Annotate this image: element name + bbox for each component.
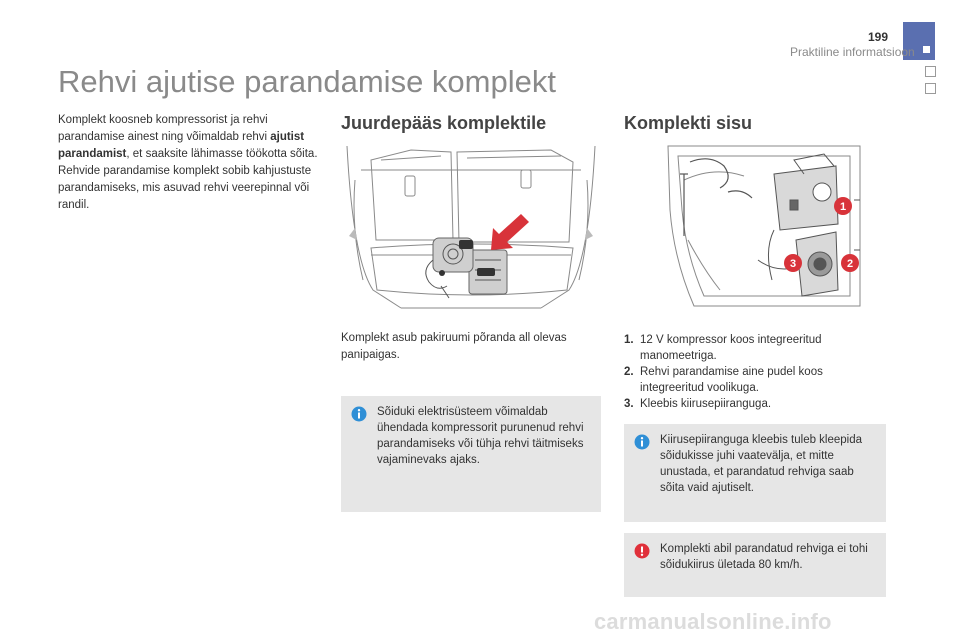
tab-square-icon: [923, 46, 930, 53]
outline-square-icon: [925, 66, 936, 77]
contents-heading: Komplekti sisu: [624, 113, 753, 133]
kit-illustration: [624, 140, 886, 312]
list-item-number: 3.: [624, 398, 634, 410]
list-item-text: 12 V kompressor koos integreeritud manomeetriga.: [640, 334, 822, 362]
intro-text: [58, 112, 320, 214]
callout-3-label: 3: [789, 258, 797, 270]
kit-drawing: [624, 140, 886, 312]
contents-list: [624, 332, 886, 412]
speed-warning-box: [624, 533, 886, 597]
watermark: carmanualsonline.info: [594, 609, 832, 634]
callout-2-icon: [841, 254, 859, 272]
intro-text-bold: ajutist parandamist: [58, 131, 305, 160]
speed-warning-text: Komplekti abil parandatud rehviga ei tohi sõidukiirus ületada 80 km/h.: [660, 543, 868, 571]
info-icon: [351, 406, 367, 427]
trunk-illustration: [341, 140, 601, 312]
access-text: Komplekt asub pakiruumi põranda all olevas panipaigas.: [341, 332, 567, 361]
page-number: 199: [868, 30, 889, 44]
access-info-box: [341, 396, 601, 512]
contents-info-box: [624, 424, 886, 522]
list-item: [624, 364, 886, 396]
list-item-number: 2.: [624, 366, 634, 378]
trunk-drawing: [341, 140, 601, 312]
callout-1-label: 1: [839, 201, 847, 213]
info-icon: [634, 434, 650, 455]
intro-text-para2: Rehvide parandamise komplekt sobib kahjustuste parandamiseks, mis asuvad rehvi veerepinnal või randil.: [58, 165, 312, 211]
callout-1-icon: [834, 197, 852, 215]
list-item: [624, 332, 886, 364]
outline-square-icon: [925, 83, 936, 94]
intro-text-part2: , et saaksite lähimasse töökotta sõita.: [126, 148, 318, 160]
list-item-text: Rehvi parandamise aine pudel koos integreeritud voolikuga.: [640, 366, 823, 394]
contents-info-text: Kiirusepiiranguga kleebis tuleb kleepida sõidukisse juhi vaatevälja, et mitte unustada, et parandatud rehviga saab sõita vaid ajutiselt.: [660, 434, 863, 494]
access-heading: Juurdepääs komplektile: [341, 113, 547, 133]
intro-text-part1: Komplekt koosneb kompressorist ja rehvi parandamise ainest ning võimaldab rehvi: [58, 114, 271, 143]
list-item-number: 1.: [624, 334, 634, 346]
access-info-text: Sõiduki elektrisüsteem võimaldab ühendada kompressorit purunenud rehvi parandamiseks või tühja rehvi täitmiseks vajaminevaks ajaks.: [377, 406, 584, 466]
page-title: Rehvi ajutise parandamise komplekt: [58, 64, 556, 99]
callout-2-label: 2: [846, 258, 854, 270]
list-item-text: Kleebis kiirusepiiranguga.: [640, 398, 772, 410]
list-item: [624, 396, 886, 412]
warning-icon: [634, 543, 650, 564]
section-title: Praktiline informatsioon: [790, 45, 915, 59]
callout-3-icon: [784, 254, 802, 272]
